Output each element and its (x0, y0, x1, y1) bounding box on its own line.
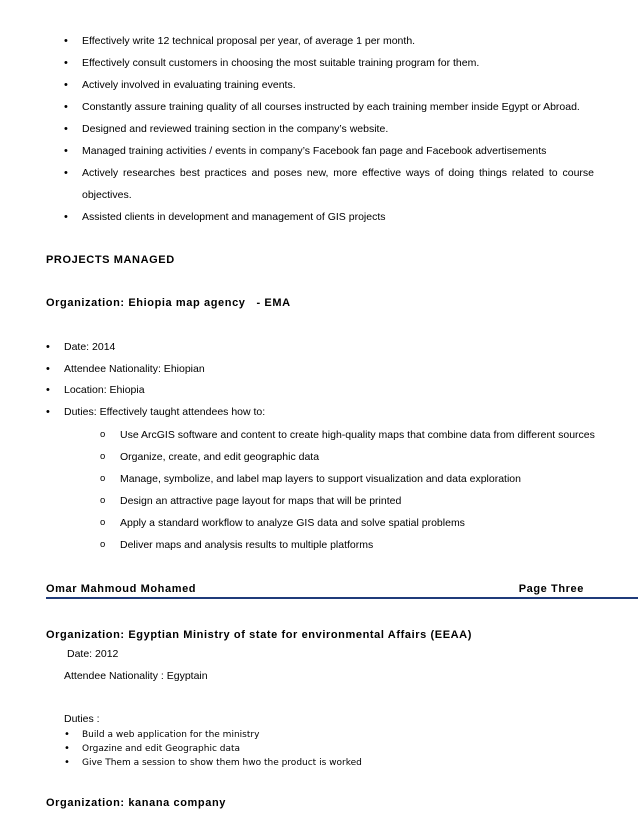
list-item: • Location: Ehiopia (0, 380, 265, 402)
list-item: • Attendee Nationality: Ehiopian (0, 359, 265, 381)
list-item: • Date: 2014 (0, 337, 265, 359)
list-item: • Assisted clients in development and management of GIS projects (0, 206, 638, 228)
list-item: • Build a web application for the ministry (0, 728, 362, 742)
list-item: • Actively researches best practices and poses new, more effective ways of doing things related to course objectives. (0, 162, 638, 206)
org2-duties-label: Duties : (64, 713, 100, 725)
list-item: • Give Them a session to show them hwo the product is worked (0, 756, 362, 770)
org2-duties-list (0, 728, 362, 770)
org1-details-list (0, 337, 265, 424)
list-item: o Deliver maps and analysis results to multiple platforms (0, 534, 595, 556)
org2-nationality: Attendee Nationality : Egyptain (64, 670, 208, 682)
list-item: • Duties: Effectively taught attendees how to: (0, 402, 265, 424)
list-item: • Constantly assure training quality of all courses instructed by each training member inside Egypt or Abroad. (0, 96, 638, 118)
list-item: o Manage, symbolize, and label map layers to support visualization and data exploration (0, 468, 595, 490)
footer-page-number: Page Three (518, 583, 584, 595)
list-item: o Apply a standard workflow to analyze GIS data and solve spatial problems (0, 512, 595, 534)
list-item: o Organize, create, and edit geographic data (0, 446, 595, 468)
projects-heading: PROJECTS MANAGED (46, 254, 175, 266)
list-item: • Effectively consult customers in choosing the most suitable training program for them. (0, 52, 638, 74)
org1-duties-list (0, 424, 595, 556)
footer-author-name: Omar Mahmoud Mohamed (46, 583, 197, 595)
list-item: • Orgazine and edit Geographic data (0, 742, 362, 756)
footer-divider (46, 597, 638, 599)
list-item: o Design an attractive page layout for maps that will be printed (0, 490, 595, 512)
list-item: • Designed and reviewed training section in the company’s website. (0, 118, 638, 140)
org1-title: Organization: Ehiopia map agency - EMA (46, 297, 291, 309)
responsibilities-list (0, 30, 638, 228)
org3-title: Organization: kanana company (46, 797, 227, 809)
list-item: o Use ArcGIS software and content to create high-quality maps that combine data from different sources (0, 424, 595, 446)
org2-date: Date: 2012 (67, 648, 119, 660)
list-item: • Effectively write 12 technical proposal per year, of average 1 per month. (0, 30, 638, 52)
list-item: • Managed training activities / events in company’s Facebook fan page and Facebook advertisements (0, 140, 638, 162)
list-item: • Actively involved in evaluating training events. (0, 74, 638, 96)
org2-title: Organization: Egyptian Ministry of state for environmental Affairs (EEAA) (46, 629, 472, 641)
